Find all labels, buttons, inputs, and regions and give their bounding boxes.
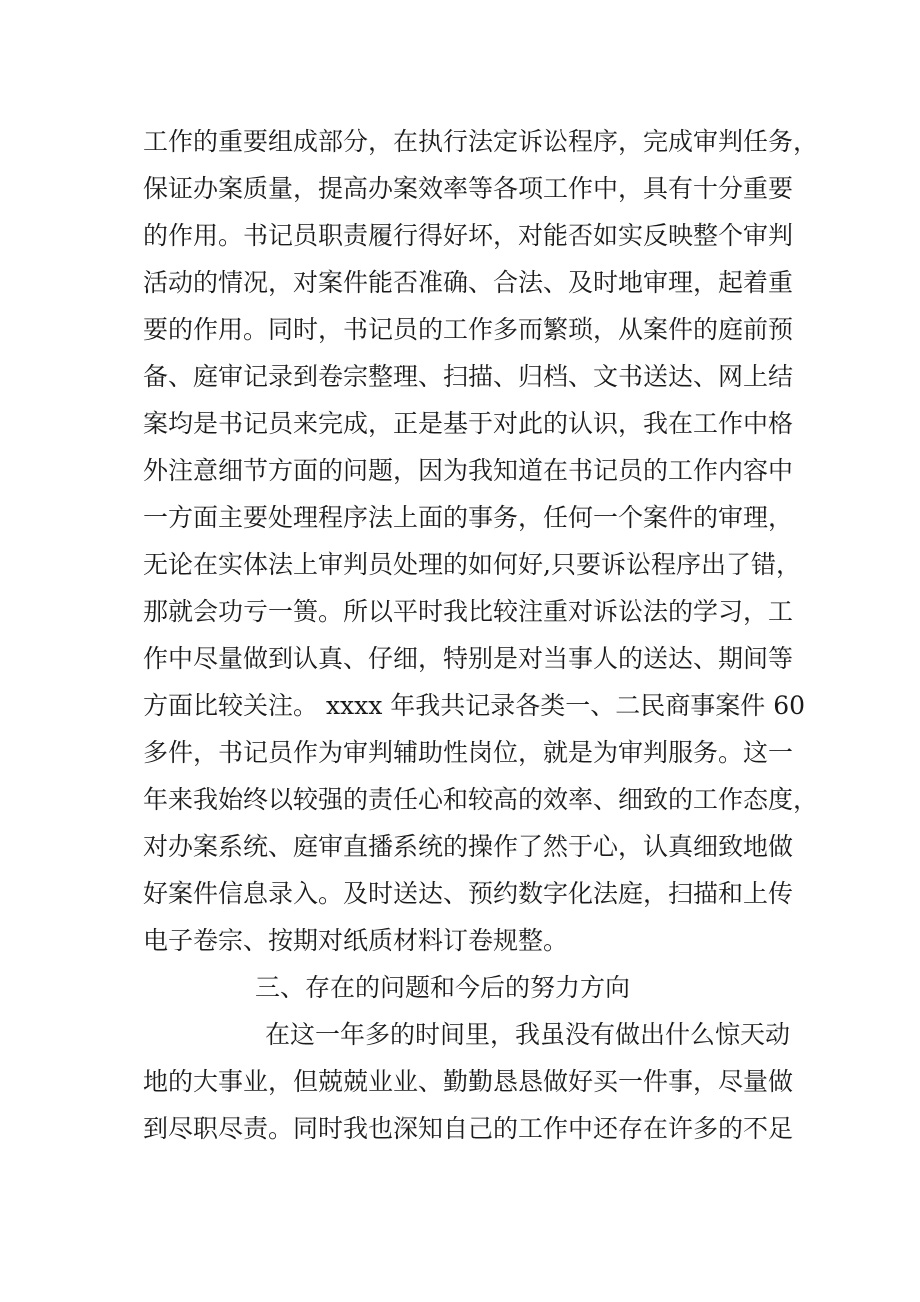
paragraph-line: 无论在实体法上审判员处理的如何好,只要诉讼程序出了错， bbox=[143, 550, 801, 579]
paragraph-line: 活动的情况，对案件能否准确、合法、及时地审理，起着重 bbox=[143, 268, 794, 297]
paragraph-line: 好案件信息录入。及时送达、预约数字化法庭，扫描和上传 bbox=[143, 879, 794, 908]
paragraph-line: 外注意细节方面的问题，因为我知道在书记员的工作内容中 bbox=[143, 456, 794, 485]
paragraph-line: 案均是书记员来完成，正是基于对此的认识，我在工作中格 bbox=[143, 409, 794, 438]
paragraph-line: 在这一年多的时间里，我虽没有做出什么惊天动 bbox=[265, 1020, 791, 1049]
paragraph-line: 地的大事业，但兢兢业业、勤勤恳恳做好买一件事，尽量做 bbox=[143, 1067, 794, 1096]
paragraph-line: 年来我始终以较强的责任心和较高的效率、细致的工作态度， bbox=[143, 785, 819, 814]
paragraph-line: 的作用。书记员职责履行得好坏，对能否如实反映整个审判 bbox=[143, 221, 794, 250]
paragraph-line: 到尽职尽责。同时我也深知自己的工作中还存在许多的不足 bbox=[143, 1114, 794, 1143]
paragraph-line: 备、庭审记录到卷宗整理、扫描、归档、文书送达、网上结 bbox=[143, 362, 794, 391]
paragraph-line: 多件，书记员作为审判辅助性岗位，就是为审判服务。这一 bbox=[143, 738, 794, 767]
paragraph-line: 作中尽量做到认真、仔细，特别是对当事人的送达、期间等 bbox=[143, 644, 794, 673]
paragraph-line: 对办案系统、庭审直播系统的操作了然于心，认真细致地做 bbox=[143, 832, 794, 861]
section-heading: 三、存在的问题和今后的努力方向 bbox=[255, 973, 631, 1002]
paragraph-line: 那就会功亏一篑。所以平时我比较注重对诉讼法的学习，工 bbox=[143, 597, 794, 626]
body-text bbox=[143, 118, 819, 1152]
paragraph-line: 要的作用。同时，书记员的工作多而繁琐，从案件的庭前预 bbox=[143, 315, 794, 344]
paragraph-line: 方面比较关注。 xxxx 年我共记录各类一、二民商事案件 60 bbox=[143, 691, 806, 720]
paragraph-line: 保证办案质量，提高办案效率等各项工作中，具有十分重要 bbox=[143, 174, 794, 203]
paragraph-line: 电子卷宗、按期对纸质材料订卷规整。 bbox=[143, 926, 569, 955]
paragraph-line: 工作的重要组成部分，在执行法定诉讼程序，完成审判任务， bbox=[143, 127, 819, 156]
paragraph-line: 一方面主要处理程序法上面的事务，任何一个案件的审理， bbox=[143, 503, 794, 532]
